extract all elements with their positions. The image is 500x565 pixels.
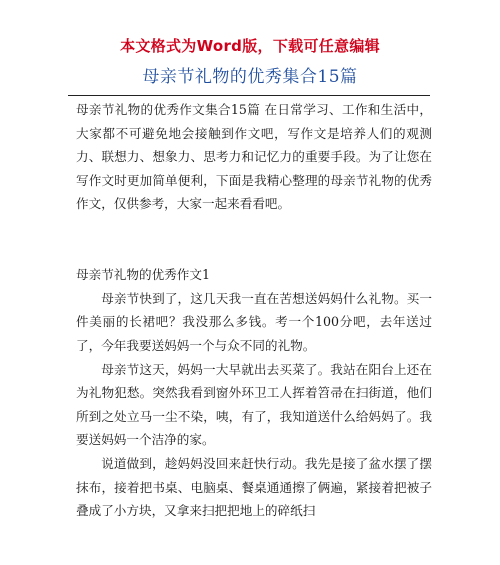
document-title: 母亲节礼物的优秀集合15篇 xyxy=(142,67,358,87)
paragraph-gap xyxy=(76,240,432,264)
body-paragraph: 母亲节这天，妈妈一大早就出去买菜了。我站在阳台上还在为礼物犯愁。突然我看到窗外环卫工人挥着笤帚在扫街道，他们所到之处立马一尘不染，咦，有了，我知道送什么给妈妈了。我要送妈妈一个洁净的家。 xyxy=(76,361,432,448)
section-heading: 母亲节礼物的优秀作文1 xyxy=(76,267,210,283)
intro-paragraph: 母亲节礼物的优秀作文集合15篇 在日常学习、工作和生活中，大家都不可避免地会接触到作文吧，写作文是培养人们的观测力、联想力、想象力、思考力和记忆力的重要手段。为了让您在写作文时更加简单便利，下面是我精心整理的母亲节礼物的优秀作文，仅供参考，大家一起来看看吧。 xyxy=(76,102,432,212)
editable-notice-banner: 本文格式为Word版，下载可任意编辑 xyxy=(120,37,380,55)
document-body xyxy=(76,98,432,523)
body-paragraph: 母亲节快到了，这几天我一直在苦想送妈妈什么礼物。买一件美丽的长裙吧？我没那么多钱。考一个100分吧，去年送过了，今年我要送妈妈一个与众不同的礼物。 xyxy=(76,290,432,353)
body-paragraph: 说道做到，趁妈妈没回来赶快行动。我先是接了盆水摆了摆抹布，接着把书桌、电脑桌、餐桌通通擦了俩遍，紧接着把被子叠成了小方块，又拿来扫把把地上的碎纸扫 xyxy=(76,455,432,519)
header-divider xyxy=(68,95,430,96)
